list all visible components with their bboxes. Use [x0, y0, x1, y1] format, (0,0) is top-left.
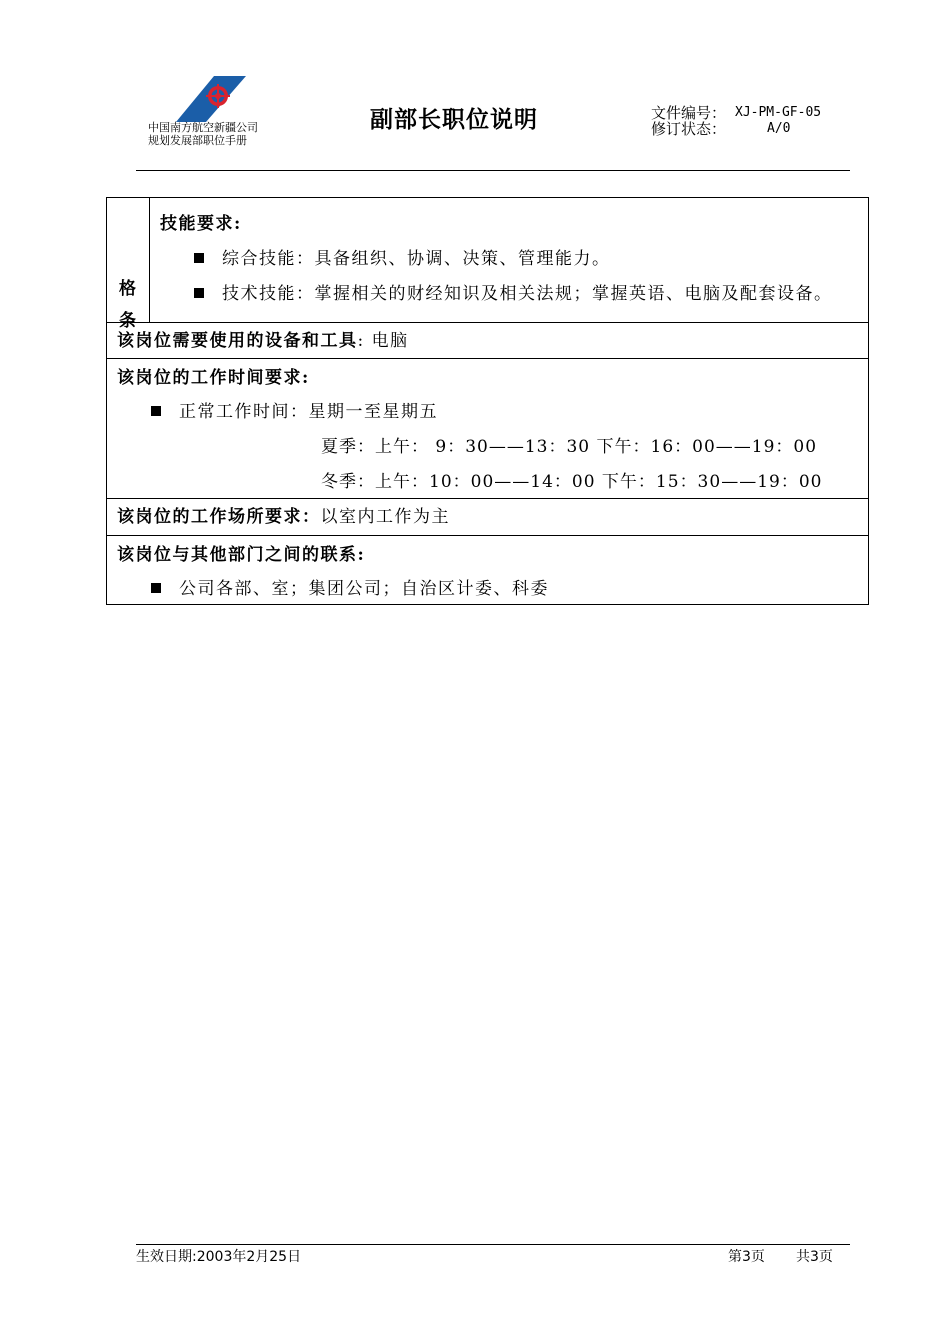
skills-section [107, 198, 868, 331]
page-total: 共3页 [796, 1249, 833, 1265]
equipment-row [117, 326, 409, 351]
skill-item-text: 综合技能：具备组织、协调、决策、管理能力。 [222, 249, 611, 269]
workplace-section [107, 498, 868, 535]
footer-divider [136, 1244, 850, 1245]
workplace-value: 以室内工作为主 [320, 507, 450, 527]
list-item [194, 244, 611, 269]
organization-name [148, 121, 258, 147]
workplace-heading: 该岗位的工作场所要求： [117, 507, 321, 527]
skill-item-text: 技术技能：掌握相关的财经知识及相关法规；掌握英语、电脑及配套设备。 [222, 284, 833, 304]
list-item [151, 397, 438, 422]
list-item [151, 574, 549, 599]
side-char: 格 [119, 279, 136, 299]
equipment-section [107, 322, 868, 358]
org-line-2: 规划发展部职位手册 [148, 134, 247, 147]
work-time-section [107, 358, 868, 498]
equipment-heading: 该岗位需要使用的设备和工具 [117, 331, 358, 351]
revision-label: 修订状态： [651, 120, 727, 138]
relations-section [107, 535, 868, 604]
header-divider [136, 170, 850, 171]
doc-number-value: XJ-PM-GF-05 [735, 105, 822, 120]
square-bullet-icon [194, 288, 204, 298]
winter-schedule: 冬季：上午：10：00——14：00 下午：15：30——19：00 [321, 472, 823, 492]
square-bullet-icon [151, 583, 161, 593]
job-requirements-table [106, 197, 869, 605]
square-bullet-icon [151, 406, 161, 416]
equipment-value: : 电脑 [357, 331, 409, 351]
page-title: 副部长职位说明 [370, 107, 538, 133]
relations-item: 公司各部、室；集团公司；自治区计委、科委 [179, 579, 549, 599]
side-char: 条 [119, 311, 136, 331]
summer-schedule: 夏季：上午： 9：30——13：30 下午：16：00——19：00 [321, 437, 818, 457]
side-label-cell [107, 198, 150, 331]
work-time-heading: 该岗位的工作时间要求: [117, 368, 310, 388]
list-item [194, 279, 833, 304]
doc-number-label: 文件编号： [651, 104, 727, 122]
effective-date: 生效日期:2003年2月25日 [136, 1249, 302, 1265]
skills-body [150, 198, 868, 322]
work-time-item: 正常工作时间：星期一至星期五 [179, 402, 438, 422]
square-bullet-icon [194, 253, 204, 263]
org-line-1: 中国南方航空新疆公司 [148, 121, 258, 134]
document-info [651, 105, 821, 137]
airline-logo [176, 76, 246, 122]
page-current: 第3页 [728, 1249, 765, 1265]
revision-value: A/0 [767, 121, 791, 136]
workplace-row [117, 502, 450, 527]
relations-heading: 该岗位与其他部门之间的联系: [117, 545, 366, 565]
skills-heading: 技能要求: [160, 214, 242, 234]
